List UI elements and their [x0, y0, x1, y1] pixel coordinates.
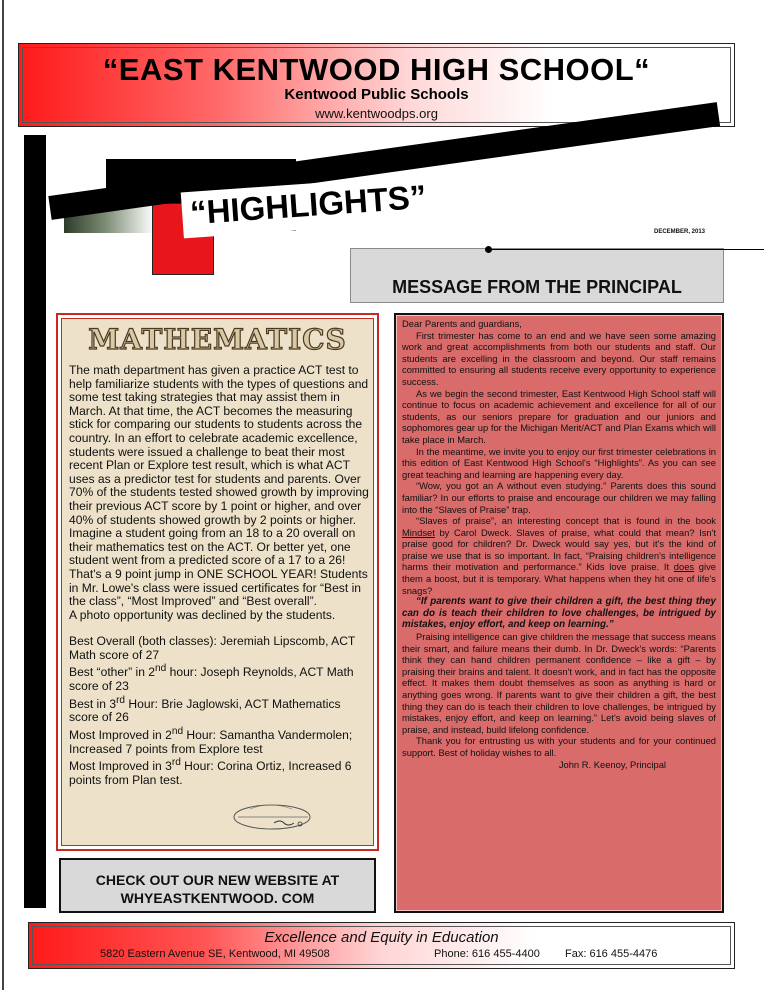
award-item: Best Overall (both classes): Jeremiah Lipscomb, ACT Math score of 27 [69, 634, 356, 662]
principal-letter [394, 313, 724, 913]
website-callout-text [61, 871, 374, 907]
math-sketch-image [230, 797, 320, 835]
principal-section-title: MESSAGE FROM THE PRINCIPAL [392, 277, 682, 297]
award-item: Best “other” in 2nd hour: Joseph Reynolds, ACT Math score of 23 [69, 663, 354, 694]
header-rule-dot [485, 246, 492, 253]
math-article [56, 313, 379, 851]
district-name: Kentwood Public Schools [284, 86, 469, 103]
school-title: “EAST KENTWOOD HIGH SCHOOL“ [102, 52, 651, 87]
letter-pull-quote: “If parents want to give their children a gift, the best thing they can do is teach their children to love challenges, be intrigued by mistakes, enjoy effort, and keep on learning.” [402, 596, 716, 631]
vertical-black-bar [24, 135, 46, 908]
website-callout-line1: CHECK OUT OUR NEW WEBSITE AT [95, 872, 340, 888]
math-article-inner [61, 318, 374, 846]
letter-paragraph: First trimester has come to an end and we have seen some amazing work and great accomplishments from both our students and staff. Our students are excelling in the classroom and beyond. Our staff remains committed to ensuring all students receive every opportunity to experience success. [402, 329, 716, 387]
letter-signature: John R. Keenoy, Principal [558, 758, 666, 770]
header-rule-line [488, 249, 764, 250]
website-callout-line2: WHYEASTKENTWOOD. COM [120, 890, 315, 906]
school-phone: Phone: 616 455-4400 [434, 948, 540, 960]
school-fax: Fax: 616 455-4476 [565, 948, 658, 960]
math-awards-list [69, 635, 369, 787]
footer-banner [28, 922, 735, 969]
book-title: Mindset [402, 526, 435, 538]
highlights-title: “HIGHLIGHTS” [188, 177, 428, 232]
school-motto: Excellence and Equity in Education [264, 929, 499, 946]
letter-paragraph: Thank you for entrusting us with your students and for your continued support. Best of holiday wishes to all. [402, 735, 716, 758]
letter-paragraph: “Wow, you got an A without even studying.” Parents does this sound familiar? In our efforts to praise and encourage our children we may falling into the “Slaves of Praise” trap. [402, 480, 716, 515]
letter-paragraph: “Slaves of praise”, an interesting concept that is found in the book Mindset by Carol Dweck. Slaves of praise, what could that mean? Isn't praise good for children? Dr. Dweck would say yes, but it's the kind of praise we use that is so important. In fact, “Praising children's intelligence harms their motivation and performance.” Kids love praise. It does give them a boost, but it is temporary. What happens when they hit one of life's snags? [402, 515, 716, 596]
district-website: www.kentwoodps.org [315, 106, 438, 121]
school-address: 5820 Eastern Avenue SE, Kentwood, MI 49508 [100, 948, 330, 960]
principal-letter-inner [396, 315, 722, 911]
math-article-text [69, 364, 369, 787]
award-item: Best in 3rd Hour: Brie Jaglowski, ACT Mathematics score of 26 [69, 694, 341, 725]
issue-date: DECEMBER, 2013 [654, 229, 706, 235]
award-item: Most Improved in 3rd Hour: Corina Ortiz, Increased 6 points from Plan test. [69, 757, 352, 787]
letter-paragraph: As we begin the second trimester, East Kentwood High School staff will continue to focus on academic achievement and excellence for all of our students, as our seniors prepare for graduation and our juniors and sophomores gear up for the Michigan Merit/ACT and Plan Exams which will take place in March. [402, 387, 716, 445]
letter-paragraph: In the meantime, we invite you to enjoy our first trimester celebrations in this edition of East Kentwood High School's “Highlights”. As you can see great teaching and learning are happening every day. [402, 445, 716, 480]
award-item: Most Improved in 2nd Hour: Samantha Vandermolen; Increased 7 points from Explore test [69, 725, 353, 756]
letter-salutation: Dear Parents and guardians, [402, 318, 522, 329]
website-callout [59, 858, 376, 913]
math-body-paragraph: The math department has given a practice ACT test to help familiarize students with the types of questions and some test taking strategies that may assist them in March. At that time, the ACT becomes the measuring stick for comparing our students to students across the country. In an effort to celebrate academic excellence, students were issued a challenge to beat their most recent Plan or Explore test result, which is what ACT uses as a predictor test for students and parents. Over 70% of the students tested showed growth by improving their previous ACT score by 1 point or higher, and over 40% of students showed growth by 2 points or higher. Imagine a student going from an 18 to a 20 overall on their mathematics test on the ACT. Or better yet, one student went from a predicted score of a 17 to a 26! That's a 9 point jump in ONE SCHOOL YEAR! Students in Mr. Lowe's class were issued certificates for “Best in the class”, “Most Improved” and “Best overall”. [69, 363, 369, 609]
page-border [2, 0, 4, 990]
math-photo-note: A photo opportunity was declined by the students. [69, 607, 336, 622]
principal-section-header [350, 248, 724, 303]
math-heading: MATHEMATICS [88, 323, 347, 356]
letter-paragraph: Praising intelligence can give children the message that success means their smart, and failure means their dumb. In Dr. Dweck's words: “Parents think they can hand children permanent confidence – like a gift – by praising their brains and talent. It doesn't work, and in fact has the opposite effect. It makes them doubt themselves as soon as anything is hard or anything goes wrong. If parents want to give their children a gift, the best thing they can do is teach their children to love challenges, be intrigued by mistakes, enjoy effort, and keep on learning.” Let's avoid being slaves of praise, and instead, build lifelong confidence. [402, 631, 716, 735]
